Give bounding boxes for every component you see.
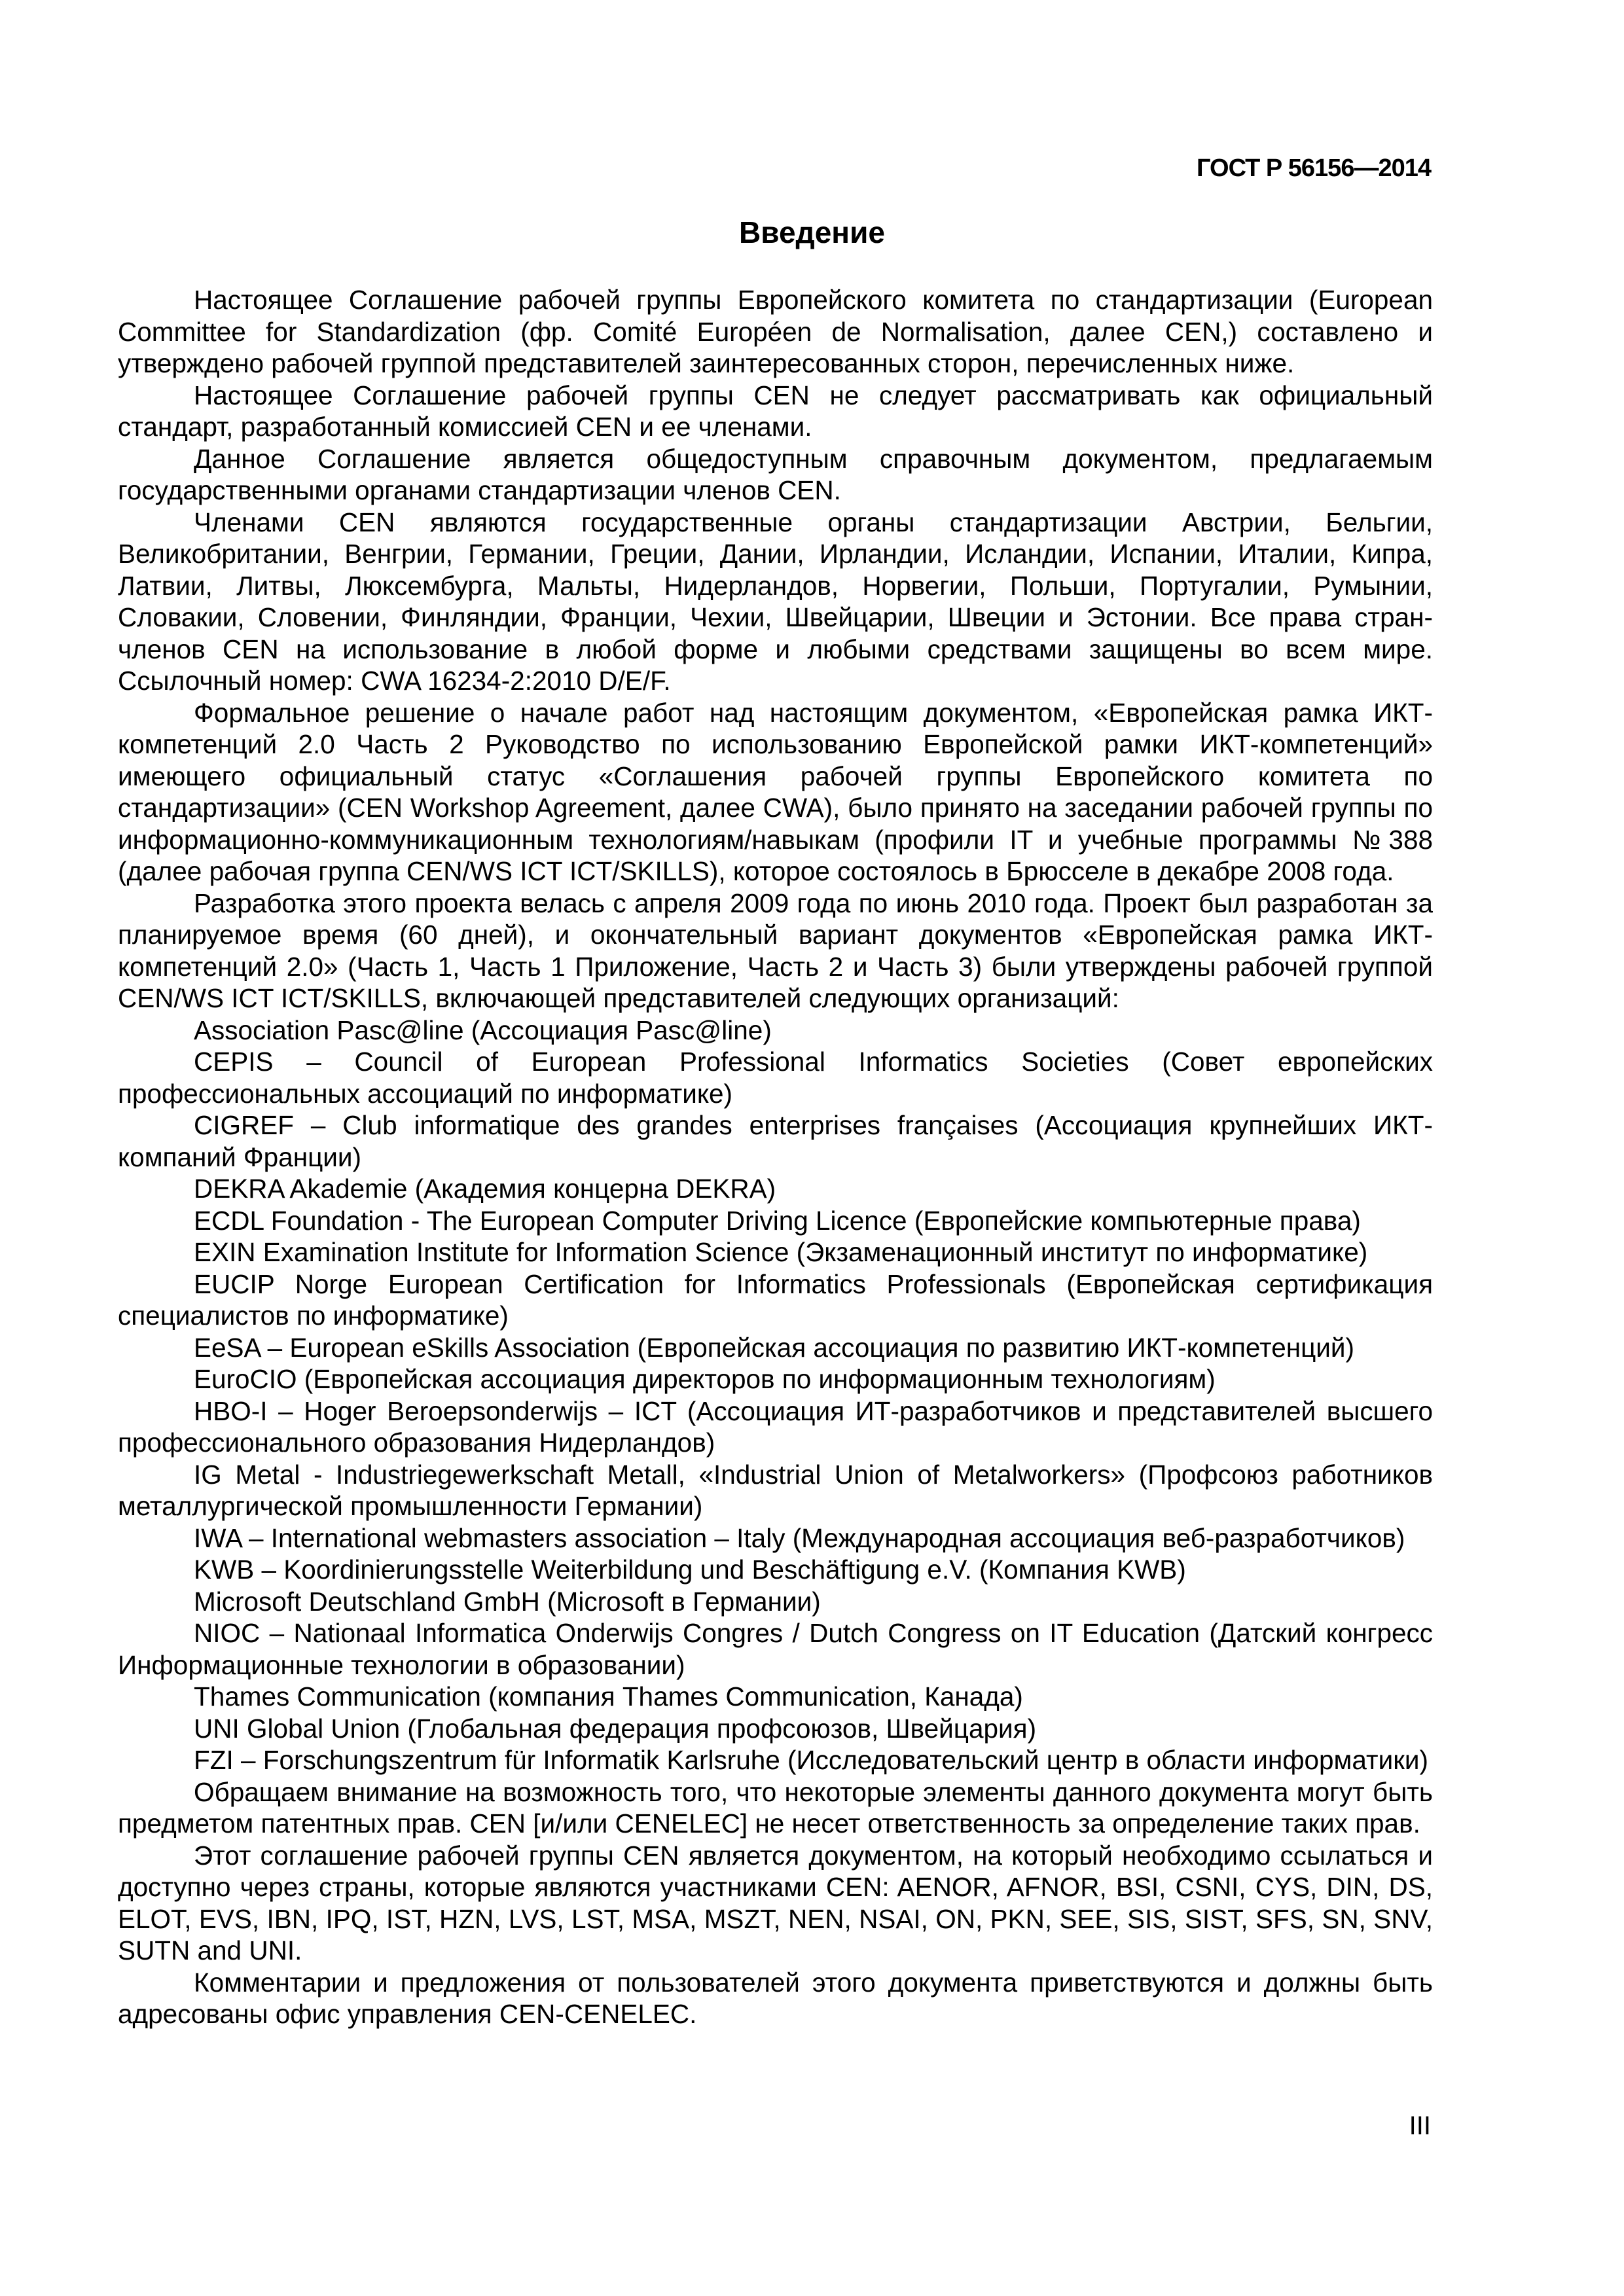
document-code: ГОСТ Р 56156—2014 [1197,154,1431,182]
organization-item: Microsoft Deutschland GmbH (Microsoft в Германии) [194,1586,821,1617]
closing-paragraph: Обращаем внимание на возможность того, что некоторые элементы данного документа могут быть предметом патентных прав. CEN [и/или CENELEC] не несет ответственность за определение таких прав. [118,1776,1433,1839]
organization-item: IWA – International webmasters association – Italy (Международная ассоциация веб-разработчиков) [194,1522,1405,1553]
organization-item: Association Pasc@line (Ассоциация Pasc@line) [194,1014,772,1045]
closing-paragraph: Этот соглашение рабочей группы CEN является документом, на который необходимо ссылаться и доступно через страны, которые являются участниками CEN: AENOR, AFNOR, BSI, CSNI, CYS, DIN, DS, ELOT, EVS, IBN, IPQ, IST, HZN, LVS, LST, MSA, MSZT, NEN, NSAI, ON, PKN, SEE, SIS, SIST, SFS, SN, SNV, SUTN and UNI. [118,1840,1433,1965]
organization-item: FZI – Forschungszentrum für Informatik Karlsruhe (Исследовательский центр в области информатики) [194,1745,1429,1775]
organization-item: NIOC – Nationaal Informatica Onderwijs Congres / Dutch Congress on IT Education (Датский конгресс Информационные технологии в образовании) [118,1618,1433,1680]
paragraph: Членами CEN являются государственные органы стандартизации Австрии, Бельгии, Великобритании, Венгрии, Германии, Греции, Дании, Ирландии, Исландии, Испании, Италии, Кипра, Латвии, Литвы, Люксембурга, Мальты, Нидерландов, Норвегии, Польши, Португалии, Румынии, Словакии, Словении, Финляндии, Франции, Чехии, Швейцарии, Швеции и Эстонии. Все права стран-членов CEN на использование в любой форме и любыми средствами защищены во всем мире. Ссылочный номер: CWA 16234-2:2010 D/E/F. [118,507,1433,696]
organization-item: HBO-I – Hoger Beroepsonderwijs – ICT (Ассоциация ИТ-разработчиков и представителей высшего профессионального образования Нидерландов) [118,1395,1433,1458]
paragraph: Формальное решение о начале работ над настоящим документом, «Европейская рамка ИКТ-компетенций 2.0 Часть 2 Руководство по использованию Европейской рамки ИКТ-компетенций» имеющего официальный статус «Соглашения рабочей группы Европейского комитета по стандартизации» (CEN Workshop Agreement, далее CWA), было принято на заседании рабочей группы по информационно-коммуникационным технологиям/навыкам (профили IT и учебные программы №388 (далее рабочая группа CEN/WS ICT ICT/SKILLS), которое состоялось в Брюсселе в декабре 2008 года. [118,697,1433,886]
organization-item: UNI Global Union (Глобальная федерация профсоюзов, Швейцария) [194,1713,1037,1744]
organization-item: DEKRA Akademie (Академия концерна DEKRA) [194,1174,776,1204]
organization-item: IG Metal - Industriegewerkschaft Metall, «Industrial Union of Metalworkers» (Профсоюз работников металлургической промышленности Германии) [118,1459,1433,1521]
organization-item: CEPIS – Council of European Professional Informatics Societies (Совет европейских профессиональных ассоциаций по информатике) [118,1047,1433,1109]
document-body [118,284,1433,2030]
paragraph: Настоящее Соглашение рабочей группы Европейского комитета по стандартизации (European Committee for Standardization (фр. Comité Européen de Normalisation, далее CEN,) составлено и утверждено рабочей группой представителей заинтересованных сторон, перечисленных ниже. [118,285,1433,378]
organization-item: CIGREF – Club informatique des grandes enterprises françaises (Ассоциация крупнейших ИКТ-компаний Франции) [118,1110,1433,1172]
page-number: III [1409,2111,1431,2140]
paragraph: Настоящее Соглашение рабочей группы CEN не следует рассматривать как официальный стандарт, разработанный комиссией CEN и ее членами. [118,380,1433,442]
organization-item: EuroCIO (Европейская ассоциация директоров по информационным технологиям) [194,1364,1216,1394]
page-title: Введение [739,215,885,249]
paragraph: Разработка этого проекта велась с апреля 2009 года по июнь 2010 года. Проект был разработан за планируемое время (60 дней), и окончательный вариант документов «Европейская рамка ИКТ-компетенций 2.0» (Часть 1, Часть 1 Приложение, Часть 2 и Часть 3) были утверждены рабочей группой CEN/WS ICT ICT/SKILLS, включающей представителей следующих организаций: [118,888,1433,1013]
closing-paragraph: Комментарии и предложения от пользователей этого документа приветствуются и должны быть адресованы офис управления CEN-CENELEC. [118,1967,1433,2029]
paragraph: Данное Соглашение является общедоступным справочным документом, предлагаемым государственными органами стандартизации членов CEN. [118,443,1433,505]
organization-item: EUCIP Norge European Certification for Informatics Professionals (Европейская сертификация специалистов по информатике) [118,1268,1433,1331]
organization-item: Thames Communication (компания Thames Communication, Канада) [194,1681,1023,1712]
organization-item: ECDL Foundation - The European Computer Driving Licence (Европейские компьютерные права) [194,1205,1361,1236]
organization-item: KWB – Koordinierungsstelle Weiterbildung und Beschäftigung e.V. (Компания KWB) [194,1554,1186,1585]
organization-item: EeSA – European eSkills Association (Европейская ассоциация по развитию ИКТ-компетенций) [194,1332,1355,1363]
organization-item: EXIN Examination Institute for Information Science (Экзаменационный институт по информатике) [194,1237,1368,1267]
